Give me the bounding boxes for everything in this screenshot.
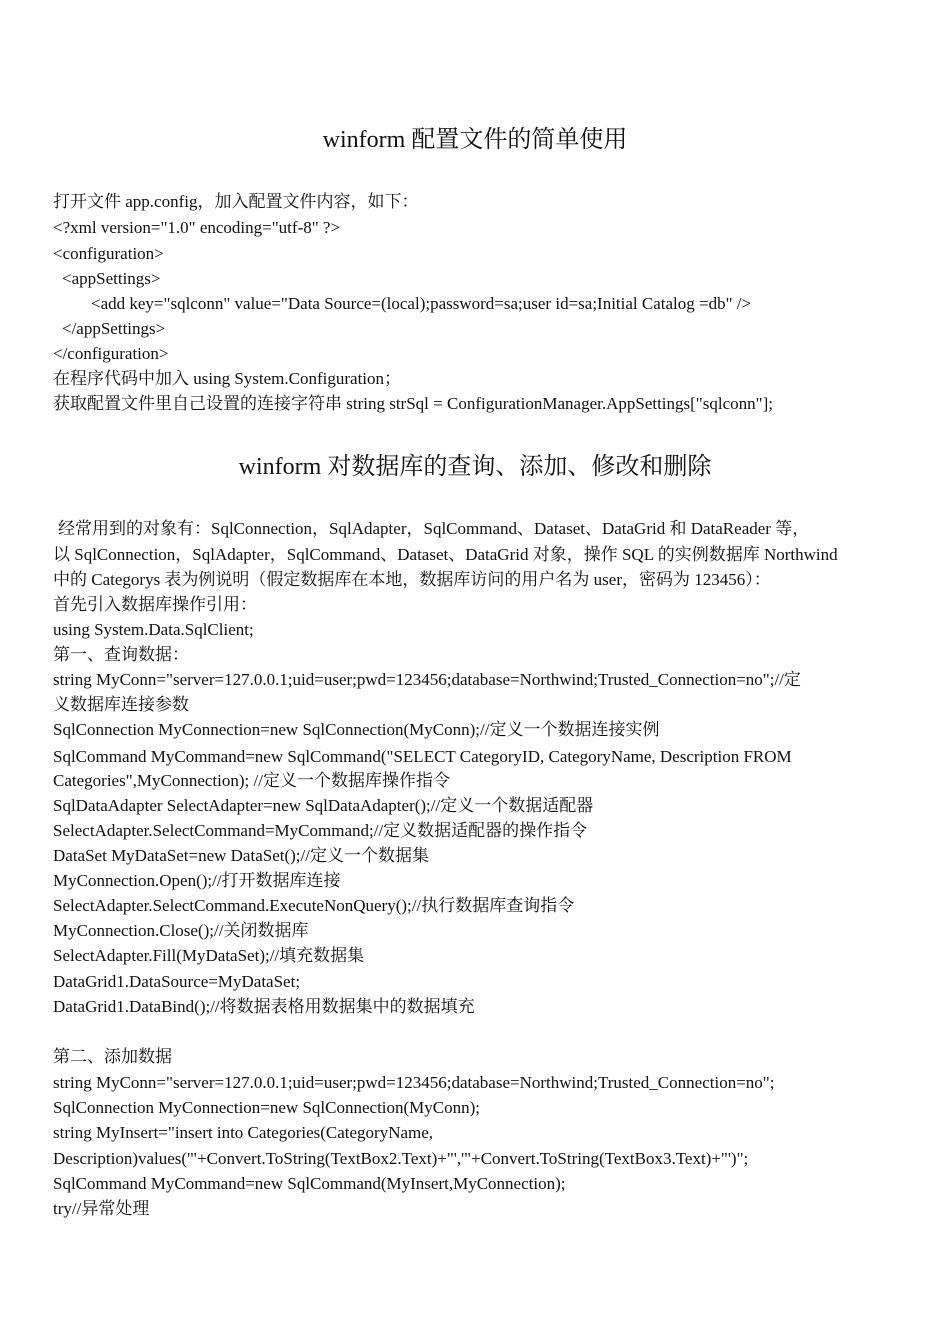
code-line: SqlDataAdapter SelectAdapter=new SqlDataAdapter();//定义一个数据适配器 (53, 796, 594, 815)
code-line: using System.Data.SqlClient; (53, 620, 254, 639)
code-line: </configuration> (53, 344, 169, 363)
text-line: 经常用到的对象有：SqlConnection，SqlAdapter，SqlCommand、Dataset、DataGrid 和 DataReader 等， (58, 519, 810, 538)
code-line: </appSettings> (62, 319, 166, 338)
text-line: 打开文件 app.config，加入配置文件内容，如下： (53, 192, 419, 211)
code-line: <add key="sqlconn" value="Data Source=(local);password=sa;user id=sa;Initial Catalog =db" /> (91, 294, 752, 313)
code-line: SqlConnection MyConnection=new SqlConnection(MyConn);//定义一个数据连接实例 (53, 720, 660, 739)
code-line: SqlCommand MyCommand=new SqlCommand(MyInsert,MyConnection); (53, 1174, 566, 1193)
code-line: 义数据库连接参数 (53, 695, 189, 714)
section-title-database: winform 对数据库的查询、添加、修改和删除 (238, 454, 712, 480)
code-line: string MyInsert="insert into Categories(CategoryName, (53, 1123, 434, 1142)
text-line: 中的 Categorys 表为例说明（假定数据库在本地，数据库访问的用户名为 user，密码为 123456）： (53, 570, 771, 589)
subheading-insert: 第二、添加数据 (53, 1047, 172, 1066)
code-line: SelectAdapter.SelectCommand.ExecuteNonQuery();//执行数据库查询指令 (53, 896, 575, 915)
text-line: 获取配置文件里自己设置的连接字符串 string strSql = ConfigurationManager.AppSettings["sqlconn"]; (53, 394, 773, 413)
section-title-config: winform 配置文件的简单使用 (322, 127, 628, 153)
code-line: SqlCommand MyCommand=new SqlCommand("SELECT CategoryID, CategoryName, Description FROM (53, 747, 792, 766)
code-line: MyConnection.Close();//关闭数据库 (53, 921, 309, 940)
code-line: SelectAdapter.Fill(MyDataSet);//填充数据集 (53, 946, 365, 965)
code-line: <appSettings> (62, 269, 161, 288)
text-line: 以 SqlConnection，SqlAdapter，SqlCommand、Dataset、DataGrid 对象，操作 SQL 的实例数据库 Northwind (53, 545, 838, 564)
subheading-query: 第一、查询数据： (53, 645, 189, 664)
text-line: 首先引入数据库操作引用： (53, 595, 257, 614)
code-line: Categories",MyConnection); //定义一个数据库操作指令 (53, 771, 450, 790)
code-line: Description)values('"+Convert.ToString(TextBox2.Text)+"','"+Convert.ToString(TextBox3.Text)+"')"; (53, 1149, 749, 1168)
code-line: try//异常处理 (53, 1199, 150, 1218)
code-line: <configuration> (53, 244, 164, 263)
code-line: SqlConnection MyConnection=new SqlConnection(MyConn); (53, 1098, 481, 1117)
code-line: DataSet MyDataSet=new DataSet();//定义一个数据集 (53, 846, 429, 865)
code-line: DataGrid1.DataSource=MyDataSet; (53, 972, 301, 991)
code-line: <?xml version="1.0" encoding="utf-8" ?> (53, 218, 341, 237)
code-line: string MyConn="server=127.0.0.1;uid=user;pwd=123456;database=Northwind;Trusted_Connection=no";//定 (53, 670, 801, 689)
text-line: 在程序代码中加入 using System.Configuration； (53, 369, 402, 388)
code-line: string MyConn="server=127.0.0.1;uid=user;pwd=123456;database=Northwind;Trusted_Connection=no"; (53, 1073, 775, 1092)
code-line: SelectAdapter.SelectCommand=MyCommand;//定义数据适配器的操作指令 (53, 821, 588, 840)
code-line: DataGrid1.DataBind();//将数据表格用数据集中的数据填充 (53, 997, 475, 1016)
code-line: MyConnection.Open();//打开数据库连接 (53, 871, 341, 890)
